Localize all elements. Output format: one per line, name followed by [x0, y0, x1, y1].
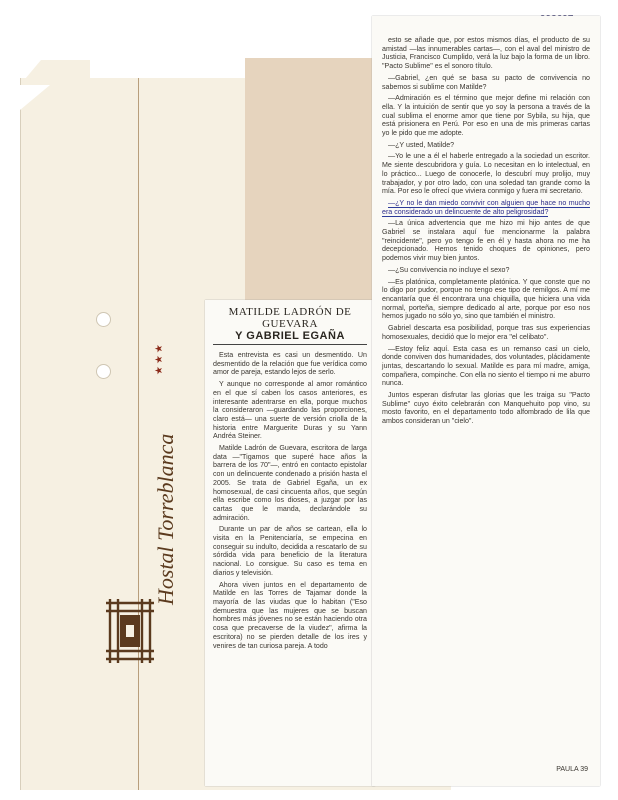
- paragraph: Ahora viven juntos en el departamento de Matilde en las Torres de Tajamar donde la mayoría de las viudas que lo habitan ("Eso demuestra que las mujeres que se buscan hombres más jóvenes no se están haciendo otra cosa que precaverse de la viudez", afirma la escritora) no se pierden detalle de los ires y venires de tan curiosa pareja. A todo: [213, 580, 367, 650]
- paragraph: Gabriel descarta esa posibilidad, porque tras sus experiencias homosexuales, decidió que lo mejor era "el celibato".: [382, 324, 590, 341]
- paragraph: Esta entrevista es casi un desmentido. Un desmentido de la relación que fue verídica como amor de pareja, estando lejos de serlo.: [213, 351, 367, 377]
- tower-logo-icon: [100, 595, 160, 667]
- paper-strip: [245, 58, 380, 306]
- article-left-column: [205, 300, 375, 786]
- page-number: PAULA 39: [556, 766, 588, 773]
- paragraph: —Admiración es el término que mejor define mi relación con ella. Y la intuición de sentir que yo soy la persona a través de la cual sublima el enorme amor que tiene por Sybila, su hija, que está prisionera en Perú. Por eso en una de mis primeras cartas yo le pido que me adopte.: [382, 94, 590, 138]
- left-body: [205, 351, 375, 650]
- byline-subject: Y GABRIEL EGAÑA: [213, 330, 367, 345]
- paragraph: Juntos esperan disfrutar las glorias que les traiga su "Pacto Sublime" cuyo éxito celebrarán con Manquehuito pop vino, su mosto favorito, en el departamento todo alfombrado de lila que ambos consideran un "cielo".: [382, 391, 590, 426]
- byline-author: MATILDE LADRÓN DE GUEVARA: [228, 306, 352, 330]
- paragraph: —Estoy feliz aquí. Esta casa es un remanso casi un cielo, donde conviven dos humanidades, dos voluntades, plácidamente juntas, descartando lo sexual. Matilde es para mí madre, amiga, compañera, compinche. Con ella no siento el tiempo ni me aburro nunca.: [382, 344, 590, 388]
- paragraph: —Gabriel, ¿en qué se basa su pacto de convivencia no sabemos si sublime con Matilde?: [382, 73, 590, 91]
- byline: [205, 300, 375, 345]
- hotel-stars: ★★★: [154, 342, 165, 375]
- hotel-brand: [118, 342, 188, 615]
- hotel-name: Hostal Torreblanca: [153, 433, 178, 605]
- paragraph: esto se añade que, por estos mismos días, el producto de su amistad —las innumerables cartas—, con el aval del ministro de Justicia, Francisco Cumplido, verá la luz bajo la forma de un libro. "Pacto Sublime" es el sonoro título.: [382, 36, 590, 71]
- paragraph: —Es platónica, completamente platónica. Y que conste que no lo digo por pudor, porque no tengo ese tipo de remilgos. A mí me encantaría que él encontrara una chiquilla, que hiciera una vida normal, porteña, siempre dedicado al arte, porque por eso nos hemos jugado no sólo yo, sino que también el ministro.: [382, 277, 590, 321]
- paragraph: —¿Y usted, Matilde?: [388, 140, 455, 149]
- punch-hole-icon: [96, 312, 111, 327]
- paragraph: Durante un par de años se cartean, ella lo visita en la Penitenciaría, se empecina en conseguir su indulto, decidida a rescatarlo de su sórdida vida para beneficio de la literatura nacional. Lo consigue. Su caso es tema en diarios y televisión.: [213, 525, 367, 577]
- paragraph: Matilde Ladrón de Guevara, escritora de larga data —"Tigamos que superé hace años la barrera de los 70"—, entró en contacto epistolar con un delincuente condenado a prisión hasta el 2005. Se trata de Gabriel Egaña, un ex homosexual, de casi cincuenta años, que según ella escribe como los dioses, a juzgar por las cartas que le manda, declarándole su admiración.: [213, 444, 367, 522]
- highlight-underline: —¿Y no le dan miedo convivir con alguien que hace no mucho era considerado un delincuente de alto peligrosidad?: [382, 198, 590, 216]
- paragraph: Y aunque no corresponde al amor romántico en el que sí caben los casos anteriores, es interesante adentrarse en ella, porque muchos la consideraron —guardando las proporciones, claro está— una suerte de versión criolla de la historia entre Marguerite Duras y su Yann Andréa Steiner.: [213, 380, 367, 441]
- article-right-column: [372, 16, 600, 786]
- highlighted-question: [382, 199, 590, 216]
- paragraph: —La única advertencia que me hizo mi hijo antes de que Gabriel se instalara aquí fue mencionarme la palabra "reincidente", pero yo tengo fe en él y hasta ahora no me ha decepcionado. Hemos tenido choques de opiniones, pero podemos vivir muy bien juntos.: [382, 219, 590, 263]
- paragraph: —Yo le une a él el haberle entregado a la sociedad un escritor. Me siente descubridora y guía. Lo necesitan en lo intelectual, en lo práctico... Luego de conocerle, lo descubrí muy prolijo, muy trabajador, y por otro lado, con una soledad tan grande como la mía. Por eso le ofrecí que viviera conmigo y fuera mi secretario.: [382, 152, 590, 196]
- punch-hole-icon: [96, 364, 111, 379]
- paragraph: —¿Su convivencia no incluye el sexo?: [388, 265, 510, 274]
- right-body: [372, 16, 600, 426]
